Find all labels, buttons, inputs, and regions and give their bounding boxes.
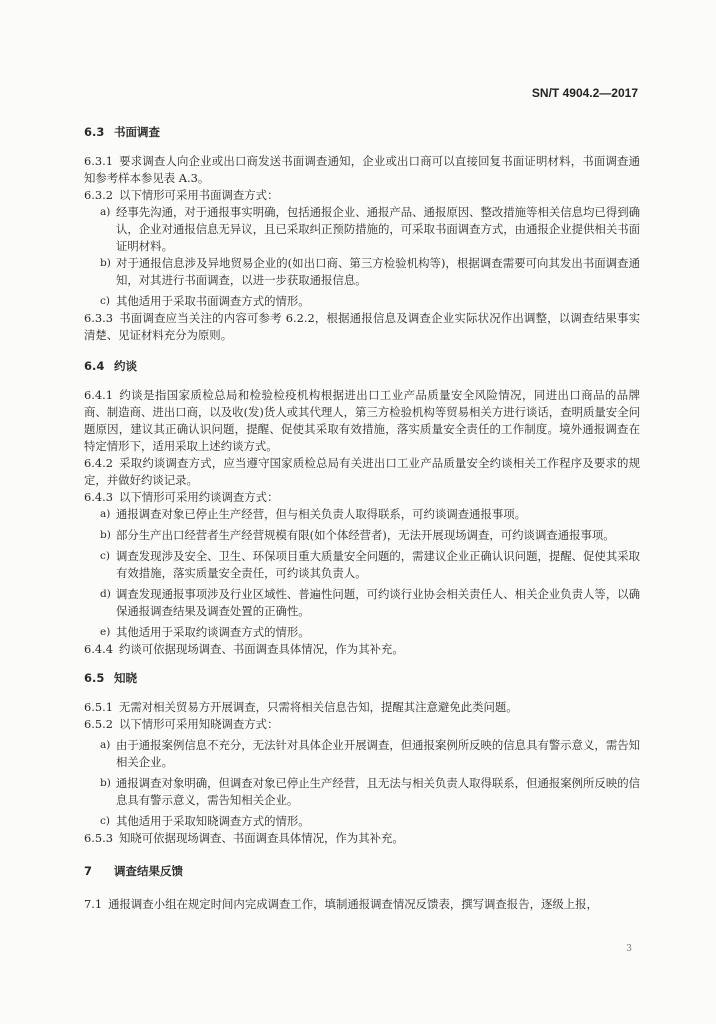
clause-6-5-3: 6.5.3 知晓可依据现场调查、书面调查具体情况，作为其补充。 — [84, 831, 404, 845]
list-item: a) 由于通报案例信息不充分，无法针对具体企业开展调查，但通报案例所反映的信息具有警示意义，需告知相关企业。 — [100, 738, 640, 769]
section-heading-6-3: 6.3 书面调查 — [84, 125, 161, 139]
clause-6-5-1: 6.5.1 无需对相关贸易方开展调查，只需将相关信息告知，提醒其注意避免此类问题。 — [84, 700, 518, 714]
page-number: 3 — [626, 944, 632, 954]
list-item: b) 对于通报信息涉及异地贸易企业的(如出口商、第三方检验机构等)，根据调查需要可向其发出书面调查通知，对其进行书面调查，以进一步获取通报信息。 — [100, 256, 640, 287]
section-heading-6-4: 6.4 约谈 — [84, 359, 138, 373]
clause-7-1: 7.1 通报调查小组在规定时间内完成调查工作，填制通报调查情况反馈表，撰写调查报告，逐级上报， — [84, 897, 598, 911]
standard-code: SN/T 4904.2—2017 — [531, 86, 638, 100]
list-item: c) 其他适用于采取书面调查方式的情形。 — [100, 294, 310, 308]
clause-6-4-2: 6.4.2 采取约谈调查方式，应当遵守国家质检总局有关进出口工业产品质量安全约谈相关工作程序及要求的规定，并做好约谈记录。 — [84, 456, 640, 487]
clause-6-4-4: 6.4.4 约谈可依据现场调查、书面调查具体情况，作为其补充。 — [84, 642, 404, 656]
clause-6-4-1: 6.4.1 约谈是指国家质检总局和检验检疫机构根据进出口工业产品质量安全风险情况，同进出口商品的品牌商、制造商、进出口商，以及收(发)货人或其代理人，第三方检验机构等贸易相关方进行谈话，查明质量安全问题原因，建议其正确认识问题，提醒、促使其采取有效措施，落实质量安全责任的工作制度。境外通报调查在特定情形下，适用采取上述约谈方式。 — [84, 388, 640, 453]
list-item: a) 通报调查对象已停止生产经营，但与相关负责人取得联系，可约谈调查通报事项。 — [100, 507, 527, 521]
list-item: e) 其他适用于采取约谈调查方式的情形。 — [100, 625, 310, 639]
list-item: c) 其他适用于采取知晓调查方式的情形。 — [100, 814, 310, 828]
list-item: b) 通报调查对象明确，但调查对象已停止生产经营，且无法与相关负责人取得联系，但通报案例所反映的信息具有警示意义，需告知相关企业。 — [100, 776, 640, 807]
list-item: a) 经事先沟通，对于通报事实明确，包括通报企业、通报产品、通报原因、整改措施等相关信息均已得到确认，企业对通报信息无异议，且已采取纠正预防措施的，可采取书面调查方式，由通报企业提供相关书面证明材料。 — [100, 205, 640, 253]
clause-6-4-3: 6.4.3 以下情形可采用约谈调查方式： — [84, 490, 279, 504]
list-item: b) 部分生产出口经营者生产经营规模有限(如个体经营者)，无法开展现场调查，可约谈调查通报事项。 — [100, 528, 615, 542]
section-heading-6-5: 6.5 知晓 — [84, 671, 138, 685]
section-heading-7: 7 调查结果反馈 — [84, 864, 184, 878]
document-body — [84, 124, 640, 913]
clause-6-3-1: 6.3.1 要求调查人向企业或出口商发送书面调查通知，企业或出口商可以直接回复书面证明材料，书面调查通知参考样本参见表 A.3。 — [84, 154, 640, 185]
clause-6-3-2: 6.3.2 以下情形可采用书面调查方式： — [84, 188, 279, 202]
list-item: d) 调查发现通报事项涉及行业区域性、普遍性问题，可约谈行业协会相关责任人、相关企业负责人等，以确保通报调查结果及调查处置的正确性。 — [100, 587, 640, 618]
clause-6-3-3: 6.3.3 书面调查应当关注的内容可参考 6.2.2，根据通报信息及调查企业实际状况作出调整，以调查结果事实清楚、见证材料充分为原则。 — [84, 311, 640, 342]
list-item: c) 调查发现涉及安全、卫生、环保项目重大质量安全问题的，需建议企业正确认识问题，提醒、促使其采取有效措施，落实质量安全责任，可约谈其负责人。 — [100, 549, 640, 580]
clause-6-5-2: 6.5.2 以下情形可采用知晓调查方式： — [84, 717, 279, 731]
